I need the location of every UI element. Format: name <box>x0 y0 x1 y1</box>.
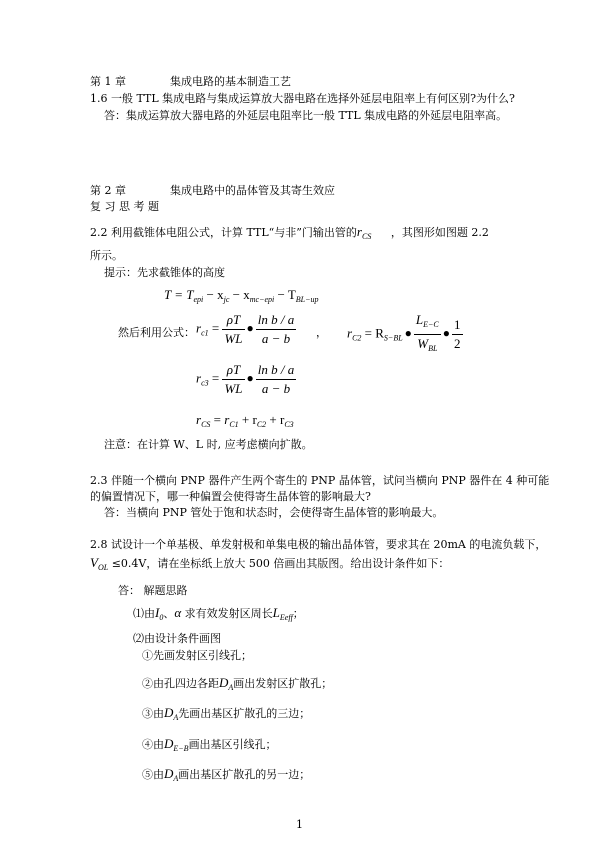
step-2: ⑵由设计条件画图 <box>133 632 221 645</box>
sub-step-1: ①先画发射区引线孔； <box>142 649 252 662</box>
question-2-8-line2: $V_{OL} \le 0.4V$，请在坐标纸上放大 500 倍画出其版图。给出设计条件如下： <box>90 555 450 572</box>
sub-step-3: ③由$D_A$先画出基区扩散孔的三边； <box>142 705 311 722</box>
formula-comma: ， <box>316 326 327 339</box>
answer-2-8-head: 答： 解题思路 <box>118 584 188 597</box>
formula-rCS: $r_{CS} = r_{C1} + r_{C2} + r_{C3}$ <box>196 412 294 429</box>
frac-L-W: $\frac{L_{E-C}}{W_{BL}}$ <box>414 312 441 357</box>
r-cs-symbol: $r_{CS}$ <box>356 224 372 241</box>
chapter-2-title: 第 2 章 <box>90 184 126 197</box>
frac-lnba: $\frac{\text{ln b / a}}{a - b}$ <box>257 312 295 346</box>
step-1: ⑴由$I_0$、α 求有效发射区周长$L_{Eeff}$； <box>133 605 304 622</box>
formula-rc3: $r_{c3}$ = $\frac{\rho T}{WL}$ ● $\frac{\text{ln b / a}}{a - b}$ <box>196 362 295 396</box>
question-2-2-line1 <box>90 225 489 244</box>
chapter-2-subtitle: 集成电路中的晶体管及其寄生效应 <box>170 184 335 197</box>
sub-step-5: ⑤由$D_A$画出基区扩散孔的另一边； <box>142 766 311 783</box>
frac-rhoT-WL: $\frac{\rho T}{WL}$ <box>224 312 243 346</box>
q22-tail: ，其图形如图题 2.2 <box>390 226 489 239</box>
question-2-2-line2: 所示。 <box>90 249 123 262</box>
question-2-3-line2: 的偏置情况下，哪一种偏置会使得寄生晶体管的影响最大? <box>90 490 371 503</box>
v-ol-symbol: $V_{OL}$ <box>90 555 109 572</box>
q22-text: 2.2 利用截锥体电阻公式，计算 TTL“与非”门输出管的 <box>90 226 357 239</box>
question-2-8-line1: 2.8 试设计一个单基极、单发射极和单集电极的输出晶体管，要求其在 20mA 的电流负载下， <box>90 538 547 551</box>
answer-1-6: 答：集成运算放大器电路的外延层电阻率比一般 TTL 集成电路的外延层电阻率高。 <box>104 109 508 122</box>
question-2-3-line1: 2.3 伴随一个横向 PNP 器件产生两个寄生的 PNP 晶体管，试问当横向 PNP 器件在 4 种可能 <box>90 474 550 487</box>
page-number: 1 <box>296 818 303 831</box>
sub-step-2: ②由孔四边各距$D_A$画出发射区扩散孔； <box>142 675 333 692</box>
chapter-1-subtitle: 集成电路的基本制造工艺 <box>170 75 291 88</box>
formula-T: $T = T_{epi} - x_{jc} - x_{mc-epi} - T_{BL-up}$ <box>164 287 319 304</box>
formula-rc1: $r_{c1}$ = $\frac{\rho T}{WL}$ ● $\frac{\text{ln b / a}}{a - b}$ <box>196 312 295 346</box>
formula-rC2: $r_{C2} = R_{S-BL}$ ● $\frac{L_{E-C}}{W_{BL}}$ ● $\frac{1}{2}$ <box>347 312 463 357</box>
question-1-6: 1.6 一般 TTL 集成电路与集成运算放大器电路在选择外延层电阻率上有何区别?为什么? <box>90 92 515 105</box>
hint-text: 提示：先求截锥体的高度 <box>104 266 225 279</box>
chapter-1-title: 第 1 章 <box>90 75 126 88</box>
sub-step-4: ④由$D_{E-B}$画出基区引线孔； <box>142 736 277 753</box>
answer-2-3: 答：当横向 PNP 管处于饱和状态时，会使得寄生晶体管的影响最大。 <box>104 506 444 519</box>
then-use-label: 然后利用公式： <box>118 326 195 339</box>
frac-half: $\frac{1}{2}$ <box>454 317 461 351</box>
review-heading: 复 习 思 考 题 <box>90 200 159 213</box>
note-text: 注意：在计算 W、L 时, 应考虑横向扩散。 <box>104 438 313 451</box>
